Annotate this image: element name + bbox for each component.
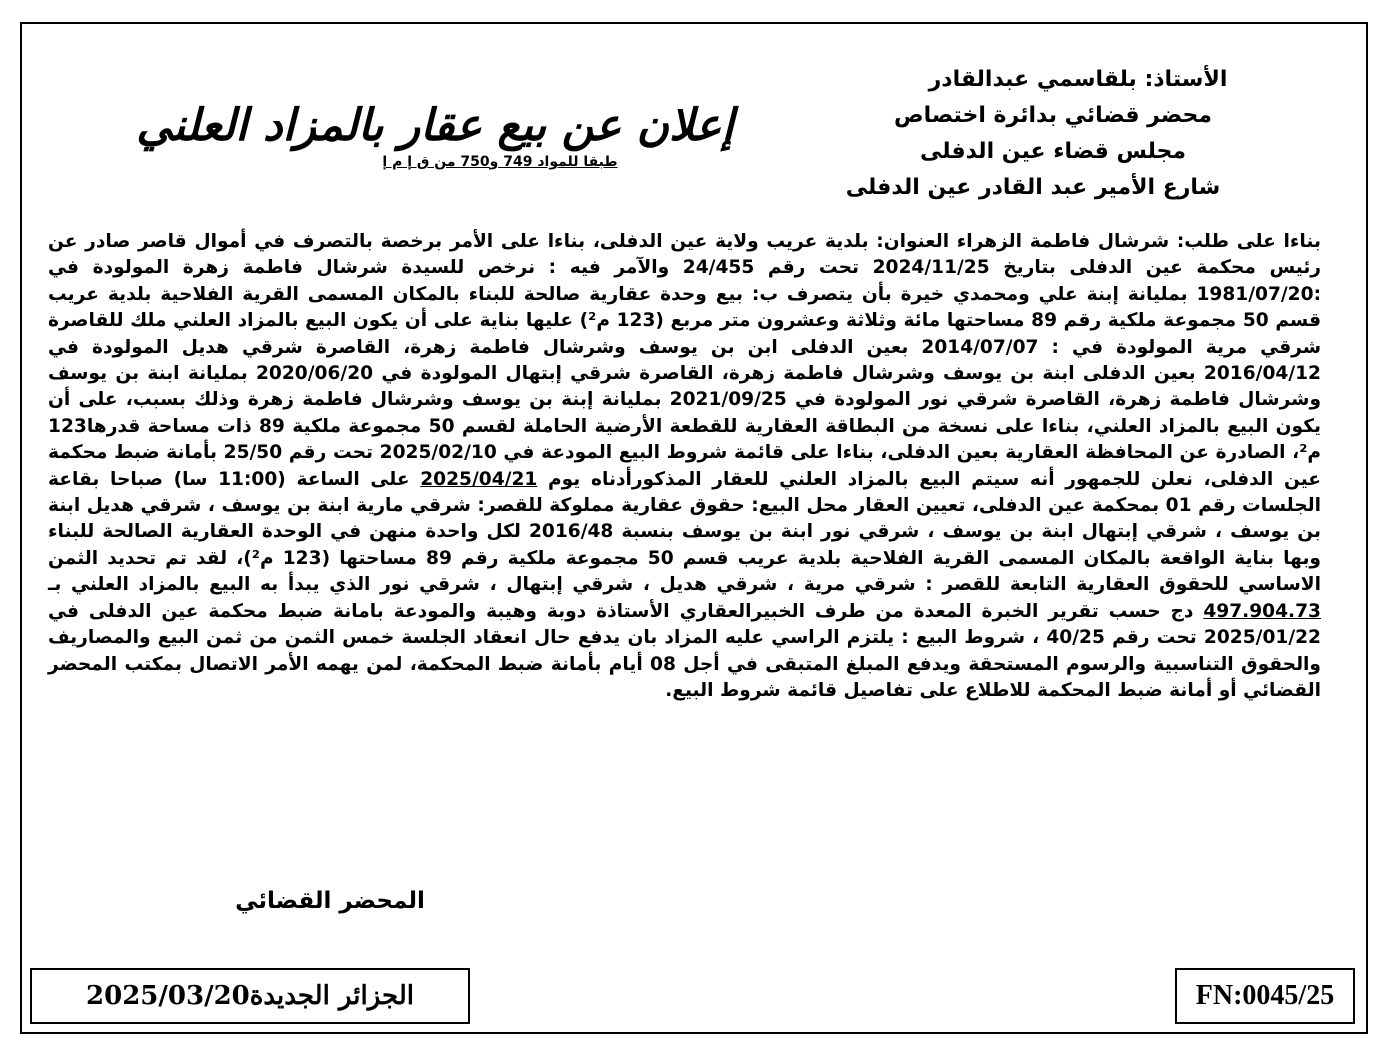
- publication-date: 2025/03/20: [86, 981, 250, 1011]
- body-text-part1: بناءا على طلب: شرشال فاطمة الزهراء العنوان: بلدية عريب ولاية عين الدفلى، بناءا على الأمر برخصة بالتصرف في أموال قاصر صادر عن رئيس محكمة عين الدفلى بتاريخ 2024/11/25 تحت رقم 24/455 والآمر فيه : نرخص للسيدة شرشال فاطمة زهرة المولودة في :1981/07/20 بمليانة إبنة علي ومحمدي خيرة بأن يتصرف ب: بيع وحدة عقارية صالحة للبناء بالمكان المسمى القرية الفلاحية بلدية عريب قسم 50 مجموعة ملكية رقم 89 مساحتها مائة وثلاثة وعشرون متر مربع (123 م²) عليها بناية على أن يكون البيع بالمزاد العلني ملك للقاصرة شرقي مرية المولودة في : 2014/07/07 بعين الدفلى ابن بن يوسف وشرشال فاطمة زهرة، القاصرة شرقي هديل المولودة في 2016/04/12 بعين الدفلى ابنة بن يوسف وشرشال فاطمة زهرة، القاصرة شرقي إبتهال المولودة في 2020/06/20 بمليانة ابنة بن يوسف وشرشال فاطمة زهرة، القاصرة شرقي نور المولودة في 2021/09/25 بمليانة إبنة بن يوسف وشرشال فاطمة زهرة وذلك بسبب، على أن يكون البيع بالمزاد العلني، بناءا على نسخة من البطاقة العقارية للقطعة الأرضية الحاملة لقسم 50 مجموعة ملكية 89 ذات مساحة قدرها123 م²، الصادرة عن المحافظة العقارية بعين الدفلى، بناءا على قائمة شروط البيع المودعة في 2025/02/10 تحت رقم 25/50 بأمانة ضبط محكمة عين الدفلى، نعلن للجمهور أنه سيتم البيع بالمزاد العلني للعقار المذكورأدناه: [48, 231, 1322, 490]
- bailiff-name: الأستاذ: بلقاسمي عبدالقادر: [928, 67, 1228, 92]
- announcement-body: [48, 229, 1321, 704]
- body-paragraph: [48, 229, 1321, 704]
- bailiff-address: شارع الأمير عبد القادر عين الدفلى: [845, 175, 1221, 200]
- bailiff-header: [843, 62, 1263, 206]
- newspaper-box: [30, 968, 470, 1024]
- signature: المحضر القضائي: [235, 888, 425, 914]
- base-price: 497.904.73: [1203, 600, 1321, 622]
- body-text-day: يوم: [537, 468, 591, 490]
- bailiff-jurisdiction: محضر قضائي بدائرة اختصاص: [893, 103, 1213, 128]
- newspaper-name: الجزائر الجديدة: [249, 981, 414, 1011]
- file-number-box: [1175, 968, 1355, 1024]
- legal-reference: طبقا للمواد 749 و750 من ق إ م إ: [382, 154, 618, 170]
- auction-date: 2025/04/21: [420, 468, 538, 490]
- file-number: FN:0045/25: [1195, 980, 1335, 1011]
- bailiff-court: مجلس قضاء عين الدفلى: [919, 139, 1187, 164]
- title-block: [95, 98, 775, 170]
- body-text-part3: دج حسب تقرير الخبرة المعدة من طرف الخبيرالعقاري الأستاذة دوبة وهيبة والمودعة بامانة ضبط محكمة عين الدفلى في 2025/01/22 تحت رقم 40/25 ، شروط البيع : يلتزم الراسي عليه المزاد بان يدفع حال انعقاد الجلسة خمس الثمن من ثمن البيع والمصاريف والحقوق التناسبية والرسوم المستحقة ويدفع المبلغ المتبقى في أجل 08 أيام بأمانة ضبط المحكمة، لمن يهمه الأمر الاتصال بمكتب المحضر القضائي أو أمانة ضبط المحكمة للاطلاع على تفاصيل قائمة شروط البيع.: [48, 600, 1321, 701]
- announcement-title: إعلان عن بيع عقار بالمزاد العلني: [136, 100, 734, 151]
- body-text-part2: على الساعة (11:00 سا) صباحا بقاعة الجلسات رقم 01 بمحكمة عين الدفلى، تعيين العقار محل البيع: حقوق عقارية مملوكة للقصر: شرقي مارية ابنة بن يوسف ، شرقي هديل ابنة بن يوسف ، شرقي إبتهال ابنة بن يوسف ، شرقي نور ابنة بن يوسف بنسبة 2016/48 لكل واحدة منهن في الوحدة العقارية الصالحة للبناء وبها بناية الواقعة بالمكان المسمى القرية الفلاحية بلدية عريب قسم 50 مجموعة ملكية رقم 89 مساحتها (123 م²)، لقد تم تحديد الثمن الاساسي للحقوق العقارية التابعة للقصر : شرقي مرية ، شرقي هديل ، شرقي إبتهال ، شرقي نور الذي يبدأ به البيع بالمزاد العلني بـ: [48, 468, 1321, 596]
